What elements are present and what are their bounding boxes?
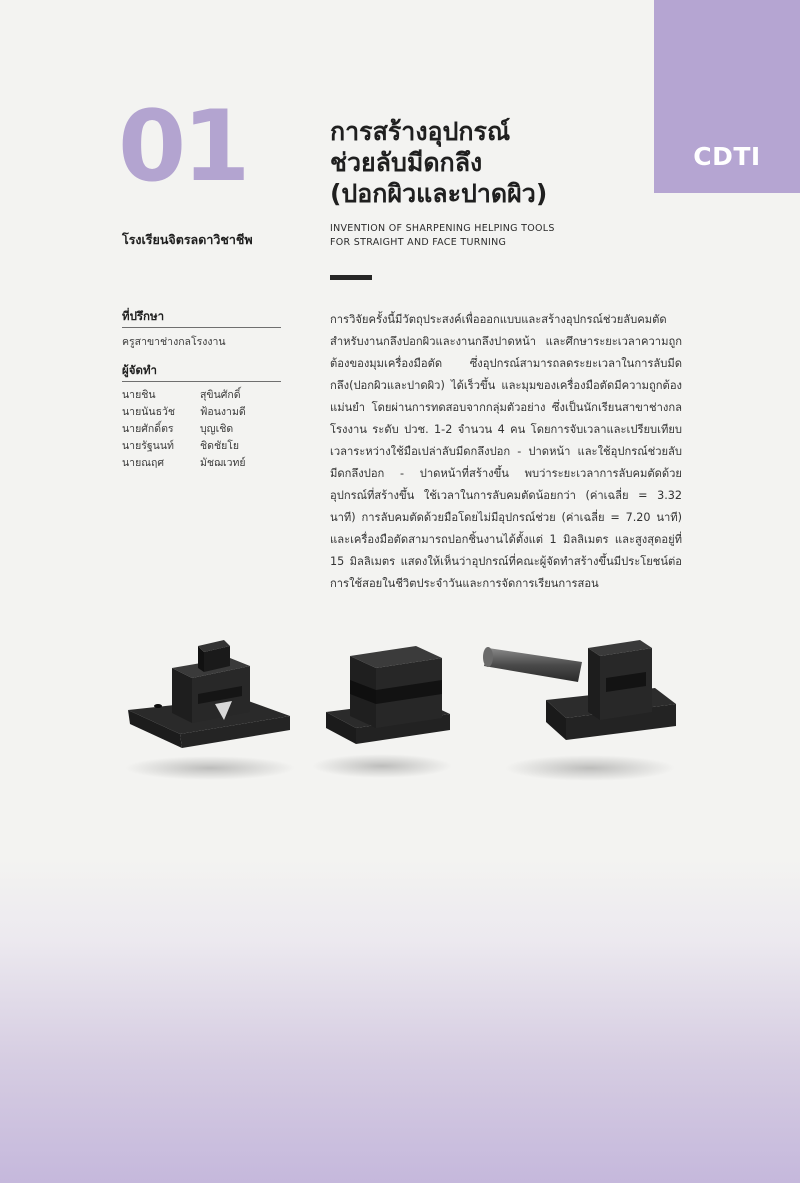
author-last-name: ชิดชัยโย bbox=[200, 440, 240, 452]
accent-divider bbox=[330, 275, 372, 280]
project-number: 01 bbox=[118, 90, 247, 204]
authors-rule bbox=[122, 381, 281, 382]
authors-heading: ผู้จัดทำ bbox=[122, 363, 157, 377]
subtitle-line: FOR STRAIGHT AND FACE TURNING bbox=[330, 237, 507, 248]
author-first-name: นายรัฐนนท์ bbox=[122, 440, 174, 452]
sharpening-jig-side-photo bbox=[312, 646, 452, 778]
abstract-text: การวิจัยครั้งนี้มีวัตถุประสงค์เพื่อออกแบบและสร้างอุปกรณ์ช่วยลับคมตัดสำหรับงานกลึงปอกผิวและงานกลึงปาดหน้า และศึกษาระยะเวลาความถูกต้องของมุมเครื่องมือตัด ซึ่งอุปกรณ์สามารถลดระยะเวลาในการลับมีดกลึง(ปอกผิวและปาดผิว) ได้เร็วขึ้น และมุมของเครื่องมือตัดมีความถูกต้อง แม่นยำ โดยผ่านการทดสอบจากกลุ่มตัวอย่าง ซึ่งเป็นนักเรียนสาขาช่างกลโรงงาน ระดับ ปวช. 1-2 จำนวน 4 คน โดยการจับเวลาและเปรียบเทียบเวลาระหว่างใช้มือเปล่าลับมีดกลึงปอก - ปาดหน้า และใช้อุปกรณ์ช่วยลับมีดกลึงปอก - ปาดหน้าที่สร้างขึ้น พบว่าระยะเวลาการลับคมตัดด้วยอุปกรณ์ที่สร้างขึ้น ใช้เวลาในการลับคมตัดน้อยกว่า (ค่าเฉลี่ย = 3.32 นาที) การลับคมตัดด้วยมือโดยไม่มีอุปกรณ์ช่วย (ค่าเฉลี่ย = 7.20 นาที) และเครื่องมือตัดสามารถปอกชิ้นงานได้ตั้งแต่ 1 มิลลิเมตร และสูงสุดอยู่ที่ 15 มิลลิเมตร แสดงให้เห็นว่าอุปกรณ์ที่คณะผู้จัดทำสร้างขึ้นมีประโยชน์ต่อการใช้สอยในชีวิตประจำวันและการจัดการเรียนการสอน bbox=[330, 313, 682, 590]
author-last-name: ฟ้อนงามดี bbox=[200, 406, 246, 418]
category-tag-label: CDTI bbox=[693, 142, 761, 171]
advisor-name: ครูสาขาช่างกลโรงงาน bbox=[122, 336, 226, 348]
project-title bbox=[330, 116, 630, 209]
author-first-name: นายณฤศ bbox=[122, 457, 164, 469]
author-first-name: นายนันธวัช bbox=[122, 406, 176, 418]
author-last-name: มัชฌเวทย์ bbox=[200, 457, 246, 469]
author-last-name: บุญเชิด bbox=[200, 423, 234, 435]
english-title bbox=[330, 222, 630, 250]
title-line: ช่วยลับมีดกลึง bbox=[330, 148, 483, 177]
product-photos bbox=[120, 628, 680, 788]
author-first-name: นายศักดิ์ตร bbox=[122, 423, 174, 435]
title-line: การสร้างอุปกรณ์ bbox=[330, 117, 511, 146]
title-line: (ปอกผิวและปาดผิว) bbox=[330, 179, 548, 208]
authors-list bbox=[122, 388, 282, 470]
author-first-name: นายชิน bbox=[122, 389, 156, 401]
sharpening-jig-front-photo bbox=[125, 640, 295, 780]
sharpening-jig-with-bolt-photo bbox=[483, 640, 676, 781]
advisor-rule bbox=[122, 327, 281, 328]
school-name: โรงเรียนจิตรลดาวิชาชีพ bbox=[122, 232, 253, 247]
subtitle-line: INVENTION OF SHARPENING HELPING TOOLS bbox=[330, 223, 555, 234]
advisor-heading: ที่ปรึกษา bbox=[122, 309, 165, 323]
category-tag bbox=[654, 0, 800, 193]
author-last-name: สุขินศักดิ์ bbox=[200, 389, 241, 401]
